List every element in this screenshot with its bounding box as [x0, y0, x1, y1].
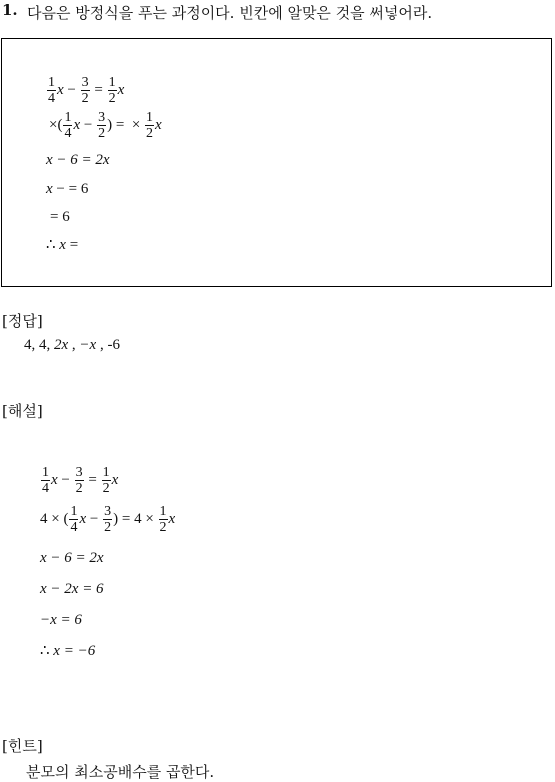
explanation-heading: [해설]: [2, 402, 43, 420]
explanation-step-2: 4 × ( $\frac{1}{4}$ x − $\frac{3}{2}$ ) = 4 × $\frac{1}{2}$ x: [40, 504, 176, 535]
hint-heading: [힌트]: [2, 737, 43, 755]
box-step-3: x − 6 = 2x: [46, 152, 110, 168]
explanation-step-6: ∴ x = −6: [40, 643, 96, 659]
box-step-4: x − = 6: [46, 181, 89, 197]
explanation-step-1: $\frac{1}{4}$ x − $\frac{3}{2}$ = $\frac{1}{2}$ x: [42, 465, 119, 496]
box-step-2: ×( $\frac{1}{4}$ x − $\frac{3}{2}$ ) = × $\frac{1}{2}$ x: [49, 110, 162, 141]
therefore-symbol: ∴: [40, 643, 50, 659]
box-step-6: ∴ x =: [46, 237, 79, 253]
box-step-1: $\frac{1}{4}$ x − $\frac{3}{2}$ = $\frac{1}{2}$ x: [48, 75, 125, 106]
fraction-3-2: $\frac{3}{2}$: [81, 75, 89, 106]
fraction-1-4: $\frac{1}{4}$: [48, 75, 55, 106]
explanation-step-4: x − 2x = 6: [40, 581, 104, 597]
answer-text: 4, 4, 2x , −x , -6: [24, 337, 120, 353]
problem-text: 다음은 방정식을 푸는 과정이다. 빈칸에 알맞은 것을 써넣어라.: [27, 4, 433, 22]
therefore-symbol: ∴: [46, 237, 56, 253]
fraction-1-2: $\frac{1}{2}$: [108, 75, 116, 106]
problem-number: 1.: [2, 1, 18, 19]
hint-text: 분모의 최소공배수를 곱한다.: [26, 763, 215, 781]
answer-heading: [정답]: [2, 312, 43, 330]
explanation-step-3: x − 6 = 2x: [40, 550, 104, 566]
box-step-5: = 6: [50, 209, 70, 225]
explanation-step-5: −x = 6: [40, 612, 82, 628]
